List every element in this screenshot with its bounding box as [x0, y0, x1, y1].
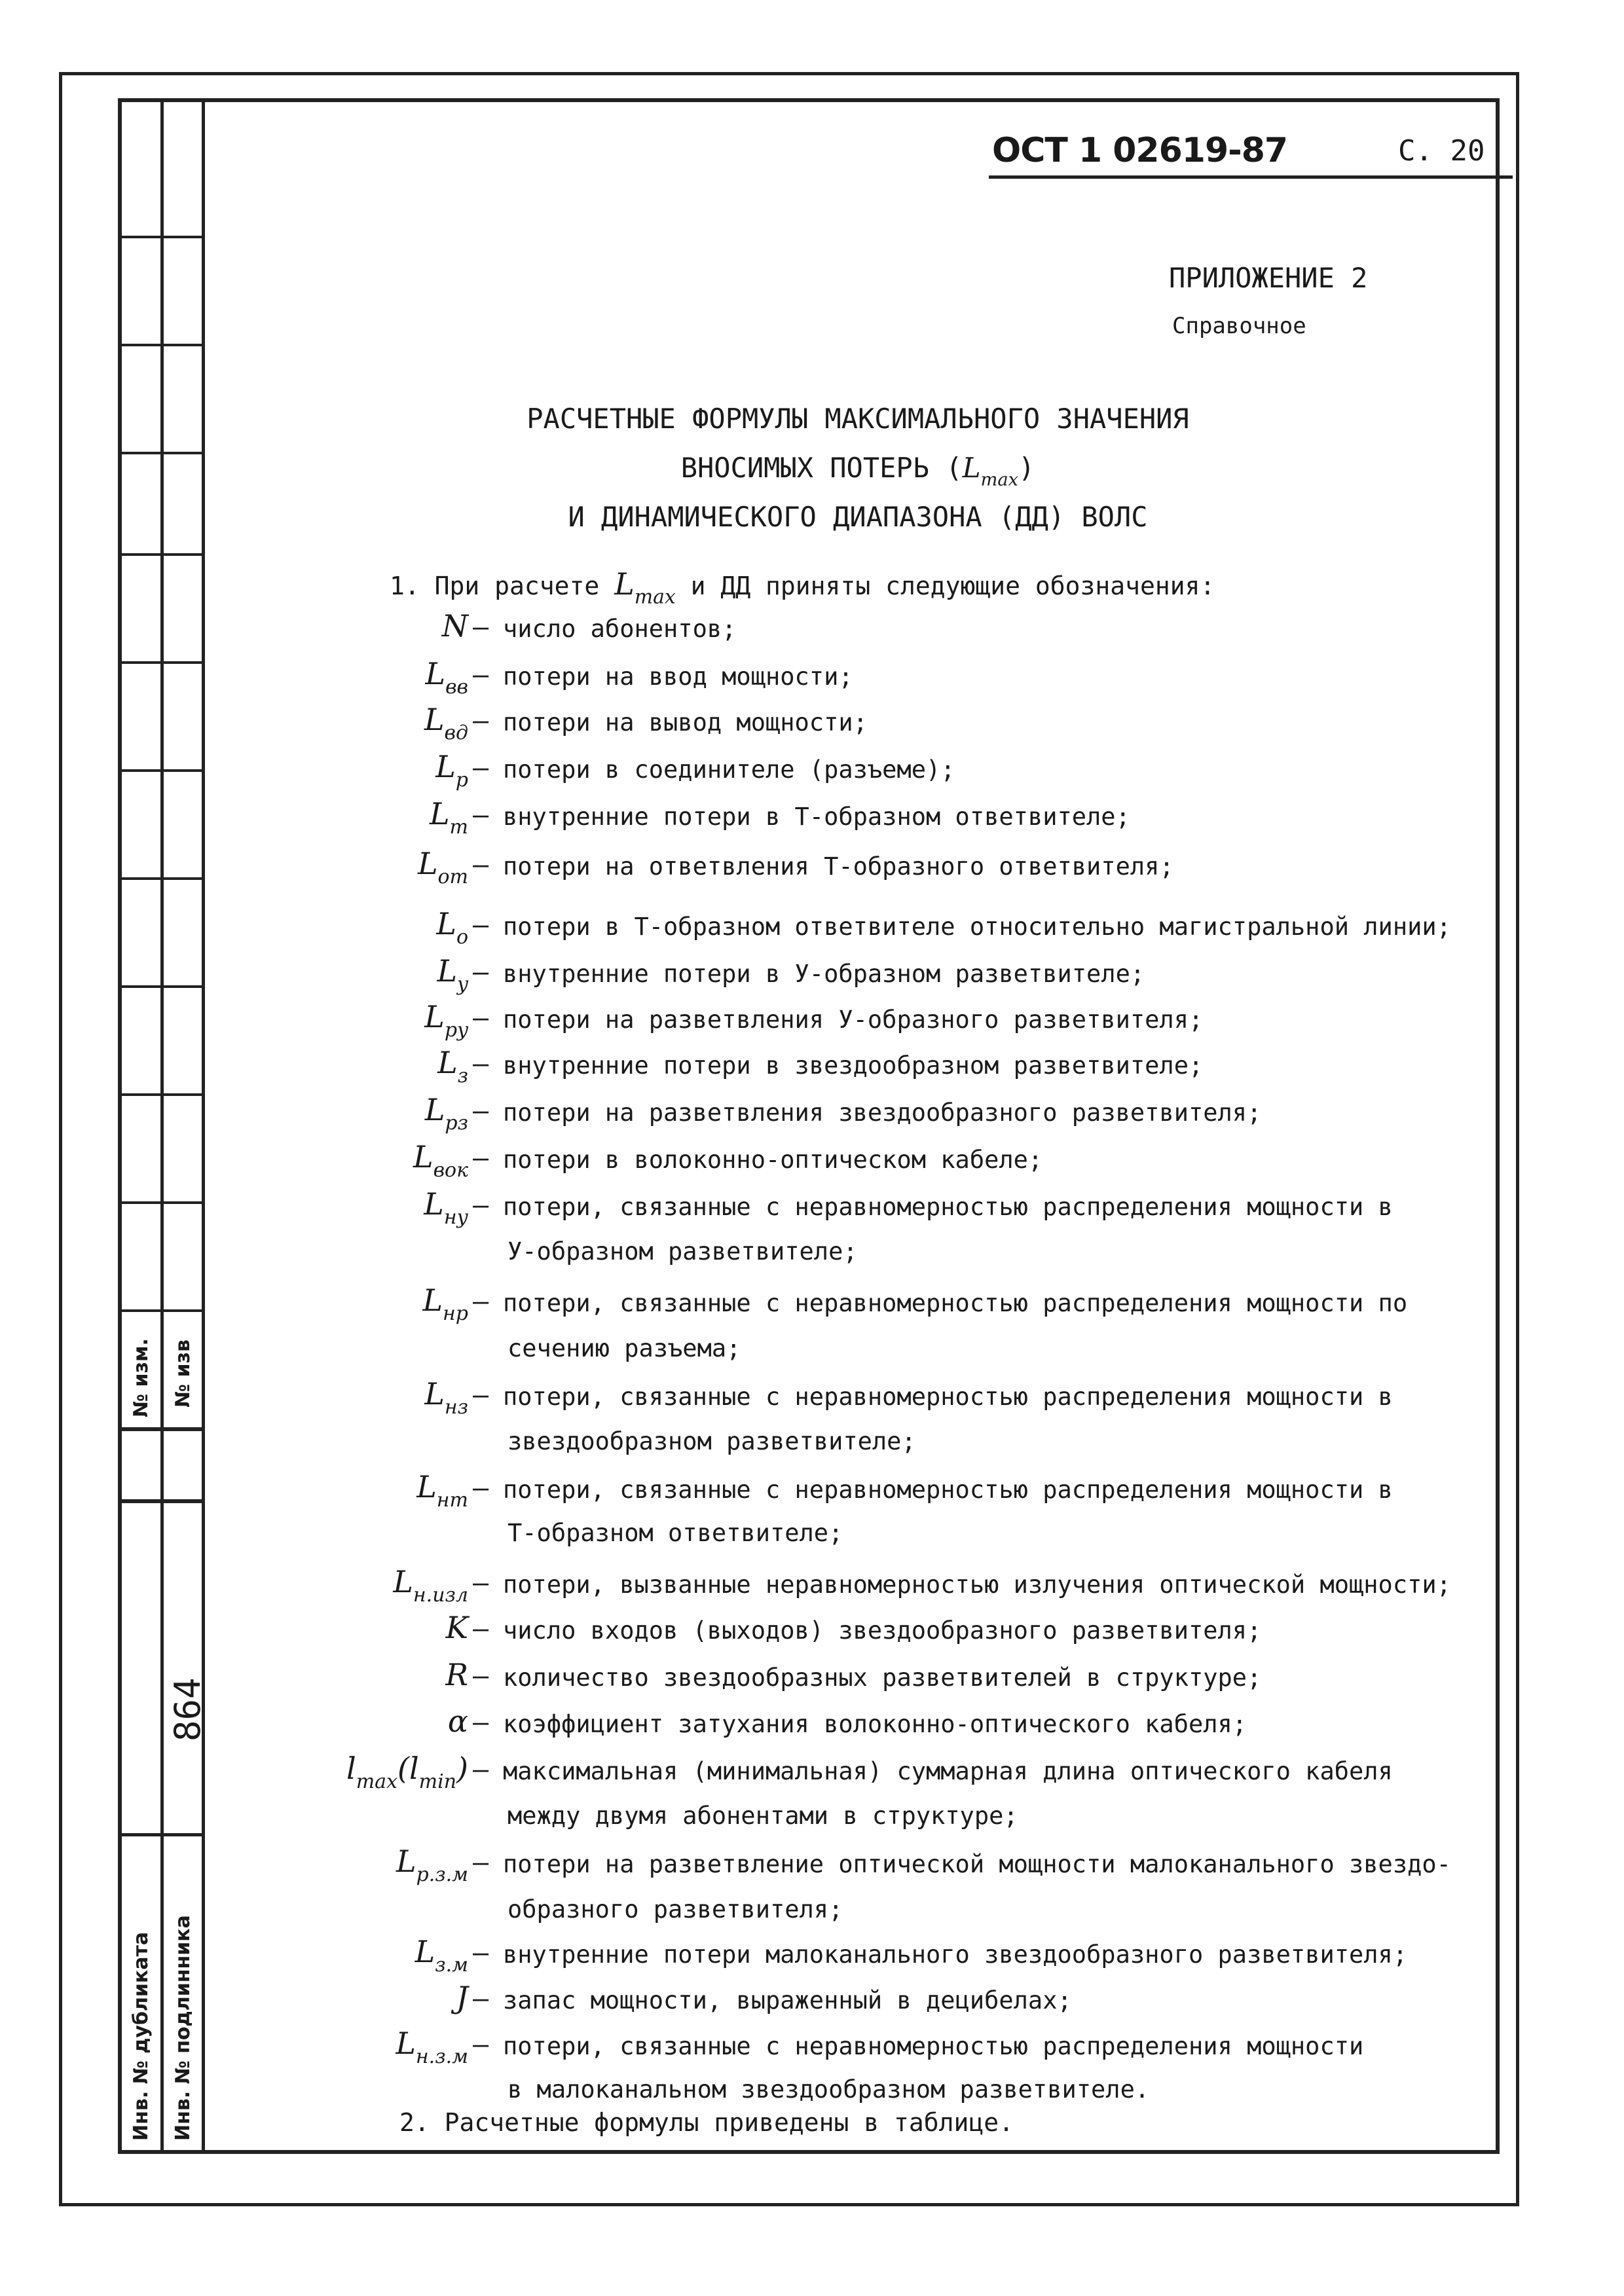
- definition-symbol: $L_{нр}$: [422, 1283, 468, 1325]
- header-rule: [989, 175, 1513, 179]
- definition-text: потери на вывод мощности;: [503, 708, 868, 737]
- definition-item: [0, 2026, 1624, 2075]
- definition-dash: –: [473, 1096, 489, 1126]
- definition-dash: –: [473, 1003, 489, 1033]
- definition-item: [0, 1934, 1624, 1984]
- definition-symbol: $L_{ну}$: [424, 1186, 468, 1229]
- definition-text-continuation: Т-образном ответвителе;: [507, 1519, 843, 1547]
- definition-item: [0, 1186, 1624, 1236]
- heading-symbol: $L_{max}$: [962, 452, 1019, 490]
- definition-symbol: $L_y$: [437, 953, 468, 996]
- stamp-separator: [118, 1833, 205, 1836]
- definition-text: потери, связанные с неравномерностью распределения мощности в: [503, 1476, 1393, 1504]
- definition-text-continuation: У-образном разветвителе;: [507, 1237, 858, 1266]
- definition-text: потери в волоконно-оптическом кабеле;: [503, 1146, 1043, 1174]
- page-number: С. 20: [1398, 134, 1485, 168]
- definition-item: [0, 1610, 1624, 1660]
- heading-line-2-close: ): [1018, 452, 1035, 484]
- definition-text: потери в Т-образном ответвителе относительно магистральной линии;: [503, 913, 1451, 941]
- definition-dash: –: [473, 1661, 489, 1691]
- definition-dash: –: [473, 800, 489, 830]
- heading-line-3: И ДИНАМИЧЕСКОГО ДИАПАЗОНА (ДД) ВОЛС: [568, 501, 1148, 533]
- definition-text: внутренние потери в звездообразном разветвителе;: [503, 1051, 1204, 1080]
- definition-dash: –: [473, 1707, 489, 1738]
- definition-symbol: $L_{om}$: [417, 846, 468, 888]
- definition-symbol: $L_{вок}$: [413, 1139, 468, 1182]
- definition-dash: –: [473, 1473, 489, 1503]
- definition-symbol: R: [445, 1657, 468, 1692]
- definition-symbol: $L_{вв}$: [425, 656, 468, 699]
- definition-dash: –: [473, 706, 489, 736]
- definition-item: [0, 1139, 1624, 1189]
- definition-item: [0, 656, 1624, 706]
- definition-symbol: $L_{pз}$: [424, 1092, 468, 1135]
- definition-text: потери на разветвление оптической мощности малоканального звездо-: [503, 1850, 1451, 1878]
- definition-dash: –: [473, 753, 489, 783]
- definition-text-continuation: в малоканальном звездообразном разветвителе.: [507, 2075, 1150, 2104]
- definition-item: [0, 846, 1624, 896]
- definition-text: внутренние потери малоканального звездообразного разветвителя;: [503, 1941, 1408, 1969]
- definition-text: потери, связанные с неравномерностью распределения мощности в: [503, 1383, 1393, 1411]
- stamp-number: 864: [167, 1677, 208, 1741]
- heading-line-2: [0, 452, 1624, 490]
- definition-text: потери, связанные с неравномерностью распределения мощности в: [503, 1193, 1393, 1221]
- definition-dash: –: [473, 1848, 489, 1878]
- definition-text: запас мощности, выраженный в децибелах;: [503, 1986, 1072, 2014]
- definition-item: [0, 1283, 1624, 1332]
- definition-text: потери в соединителе (разъеме);: [503, 756, 955, 784]
- definition-text: потери на разветвления звездообразного разветвителя;: [503, 1099, 1262, 1127]
- definition-symbol: N: [441, 608, 468, 644]
- stamp-dublikat-label: Инв. № дубликата: [130, 1931, 153, 2141]
- paragraph-2: 2. Расчетные формулы приведены в таблице.: [399, 2108, 1014, 2137]
- definition-text-continuation: сечению разъема;: [507, 1334, 741, 1362]
- definition-item: [0, 1751, 1624, 1800]
- definition-symbol: $L_{p.з.м}$: [396, 1844, 468, 1886]
- stamp-separator: [118, 1427, 205, 1431]
- definition-item: [0, 1092, 1624, 1142]
- definition-item: [0, 906, 1624, 956]
- definition-dash: –: [473, 1286, 489, 1317]
- definition-symbol: $L_p$: [435, 749, 468, 792]
- definition-item: [0, 796, 1624, 846]
- definition-item: [0, 1657, 1624, 1707]
- definition-text-continuation: образного разветвителя;: [507, 1895, 843, 1923]
- definition-item: [0, 1045, 1624, 1095]
- definition-dash: –: [473, 1984, 489, 2014]
- definition-symbol: $L_{нт}$: [416, 1469, 468, 1512]
- stamp-row-line: [118, 553, 205, 556]
- definition-dash: –: [473, 957, 489, 987]
- appendix-subtitle: Справочное: [1172, 313, 1306, 339]
- definition-item: [0, 953, 1624, 1003]
- definition-text: потери на ввод мощности;: [503, 663, 853, 691]
- definition-symbol: $L_{нз}$: [424, 1376, 468, 1419]
- definition-text: число входов (выходов) звездообразного разветвителя;: [503, 1616, 1262, 1645]
- definition-text: потери, вызванные неравномерностью излучения оптической мощности;: [503, 1571, 1451, 1599]
- definition-text: внутренние потери в У-образном разветвителе;: [503, 960, 1145, 988]
- definition-symbol: $L_з$: [437, 1045, 468, 1087]
- document-code: ОСТ 1 02619-87: [992, 131, 1288, 170]
- definition-item: [0, 1980, 1624, 2030]
- definition-dash: –: [473, 1614, 489, 1644]
- definition-item: [0, 1469, 1624, 1519]
- definition-dash: –: [473, 1938, 489, 1968]
- stamp-row-line: [118, 236, 205, 238]
- definition-dash: –: [473, 1190, 489, 1220]
- definition-dash: –: [473, 2030, 489, 2060]
- definition-text: внутренние потери в Т-образном ответвителе;: [503, 803, 1130, 831]
- definition-symbol: $L_{з.м}$: [415, 1934, 468, 1977]
- definition-text: потери на ответвления Т-образного ответвителя;: [503, 852, 1174, 881]
- definition-text: потери, связанные с неравномерностью распределения мощности по: [503, 1289, 1408, 1317]
- definition-symbol: $L_{н.з.м}$: [396, 2026, 468, 2068]
- stamp-podlinnik-label: Инв. № подлинника: [172, 1915, 194, 2141]
- definition-symbol: $L_o$: [436, 906, 468, 949]
- definition-text: потери, связанные с неравномерностью распределения мощности: [503, 2032, 1364, 2060]
- stamp-izv-label: № изв: [172, 1339, 194, 1408]
- definition-symbol: K: [445, 1610, 468, 1645]
- stamp-row-line: [118, 344, 205, 346]
- definition-text: потери на разветвления У-образного разветвителя;: [503, 1006, 1204, 1034]
- definition-symbol: $L_m$: [430, 796, 468, 839]
- definition-item: [0, 1844, 1624, 1893]
- definition-item: [0, 999, 1624, 1049]
- definition-text: количество звездообразных разветвителей в структуре;: [503, 1664, 1262, 1692]
- definition-item: [0, 1564, 1624, 1614]
- definition-symbol: $L_{н.изл}$: [393, 1564, 468, 1607]
- definition-item: [0, 702, 1624, 752]
- definition-dash: –: [473, 1755, 489, 1785]
- definition-symbol: $l_{max}(l_{min})$: [346, 1751, 468, 1793]
- heading-line-1: РАСЧЕТНЫЕ ФОРМУЛЫ МАКСИМАЛЬНОГО ЗНАЧЕНИЯ: [526, 403, 1189, 435]
- paragraph-1: 1. При расчете $L_{max}$ и ДД приняты следующие обозначения:: [390, 566, 1215, 609]
- paragraph-1-symbol: $L_{max}$: [614, 566, 676, 609]
- definition-dash: –: [473, 1568, 489, 1598]
- definition-symbol: J: [456, 1980, 468, 2015]
- definition-symbol: $L_{py}$: [424, 999, 468, 1042]
- definition-dash: –: [473, 1380, 489, 1410]
- heading-line-2-text: ВНОСИМЫХ ПОТЕРЬ (: [680, 452, 963, 484]
- appendix-title: ПРИЛОЖЕНИЕ 2: [1169, 262, 1368, 294]
- definition-text: максимальная (минимальная) суммарная длина оптического кабеля: [503, 1757, 1393, 1785]
- definition-text: число абонентов;: [503, 615, 737, 643]
- definition-dash: –: [473, 660, 489, 690]
- definition-dash: –: [473, 910, 489, 940]
- definition-item: [0, 1704, 1624, 1753]
- definition-item: [0, 608, 1624, 658]
- stamp-izm-label: № изм.: [130, 1338, 153, 1417]
- definition-text-continuation: звездообразном разветвителе;: [507, 1427, 916, 1455]
- definition-dash: –: [473, 612, 489, 642]
- definition-dash: –: [473, 850, 489, 880]
- definition-dash: –: [473, 1049, 489, 1079]
- definition-dash: –: [473, 1143, 489, 1173]
- definition-text: коэффициент затухания волоконно-оптического кабеля;: [503, 1710, 1247, 1738]
- definition-symbol: $L_{вд}$: [424, 702, 468, 744]
- definition-symbol: α: [447, 1704, 468, 1739]
- definition-text-continuation: между двумя абонентами в структуре;: [507, 1802, 1018, 1830]
- definition-item: [0, 749, 1624, 799]
